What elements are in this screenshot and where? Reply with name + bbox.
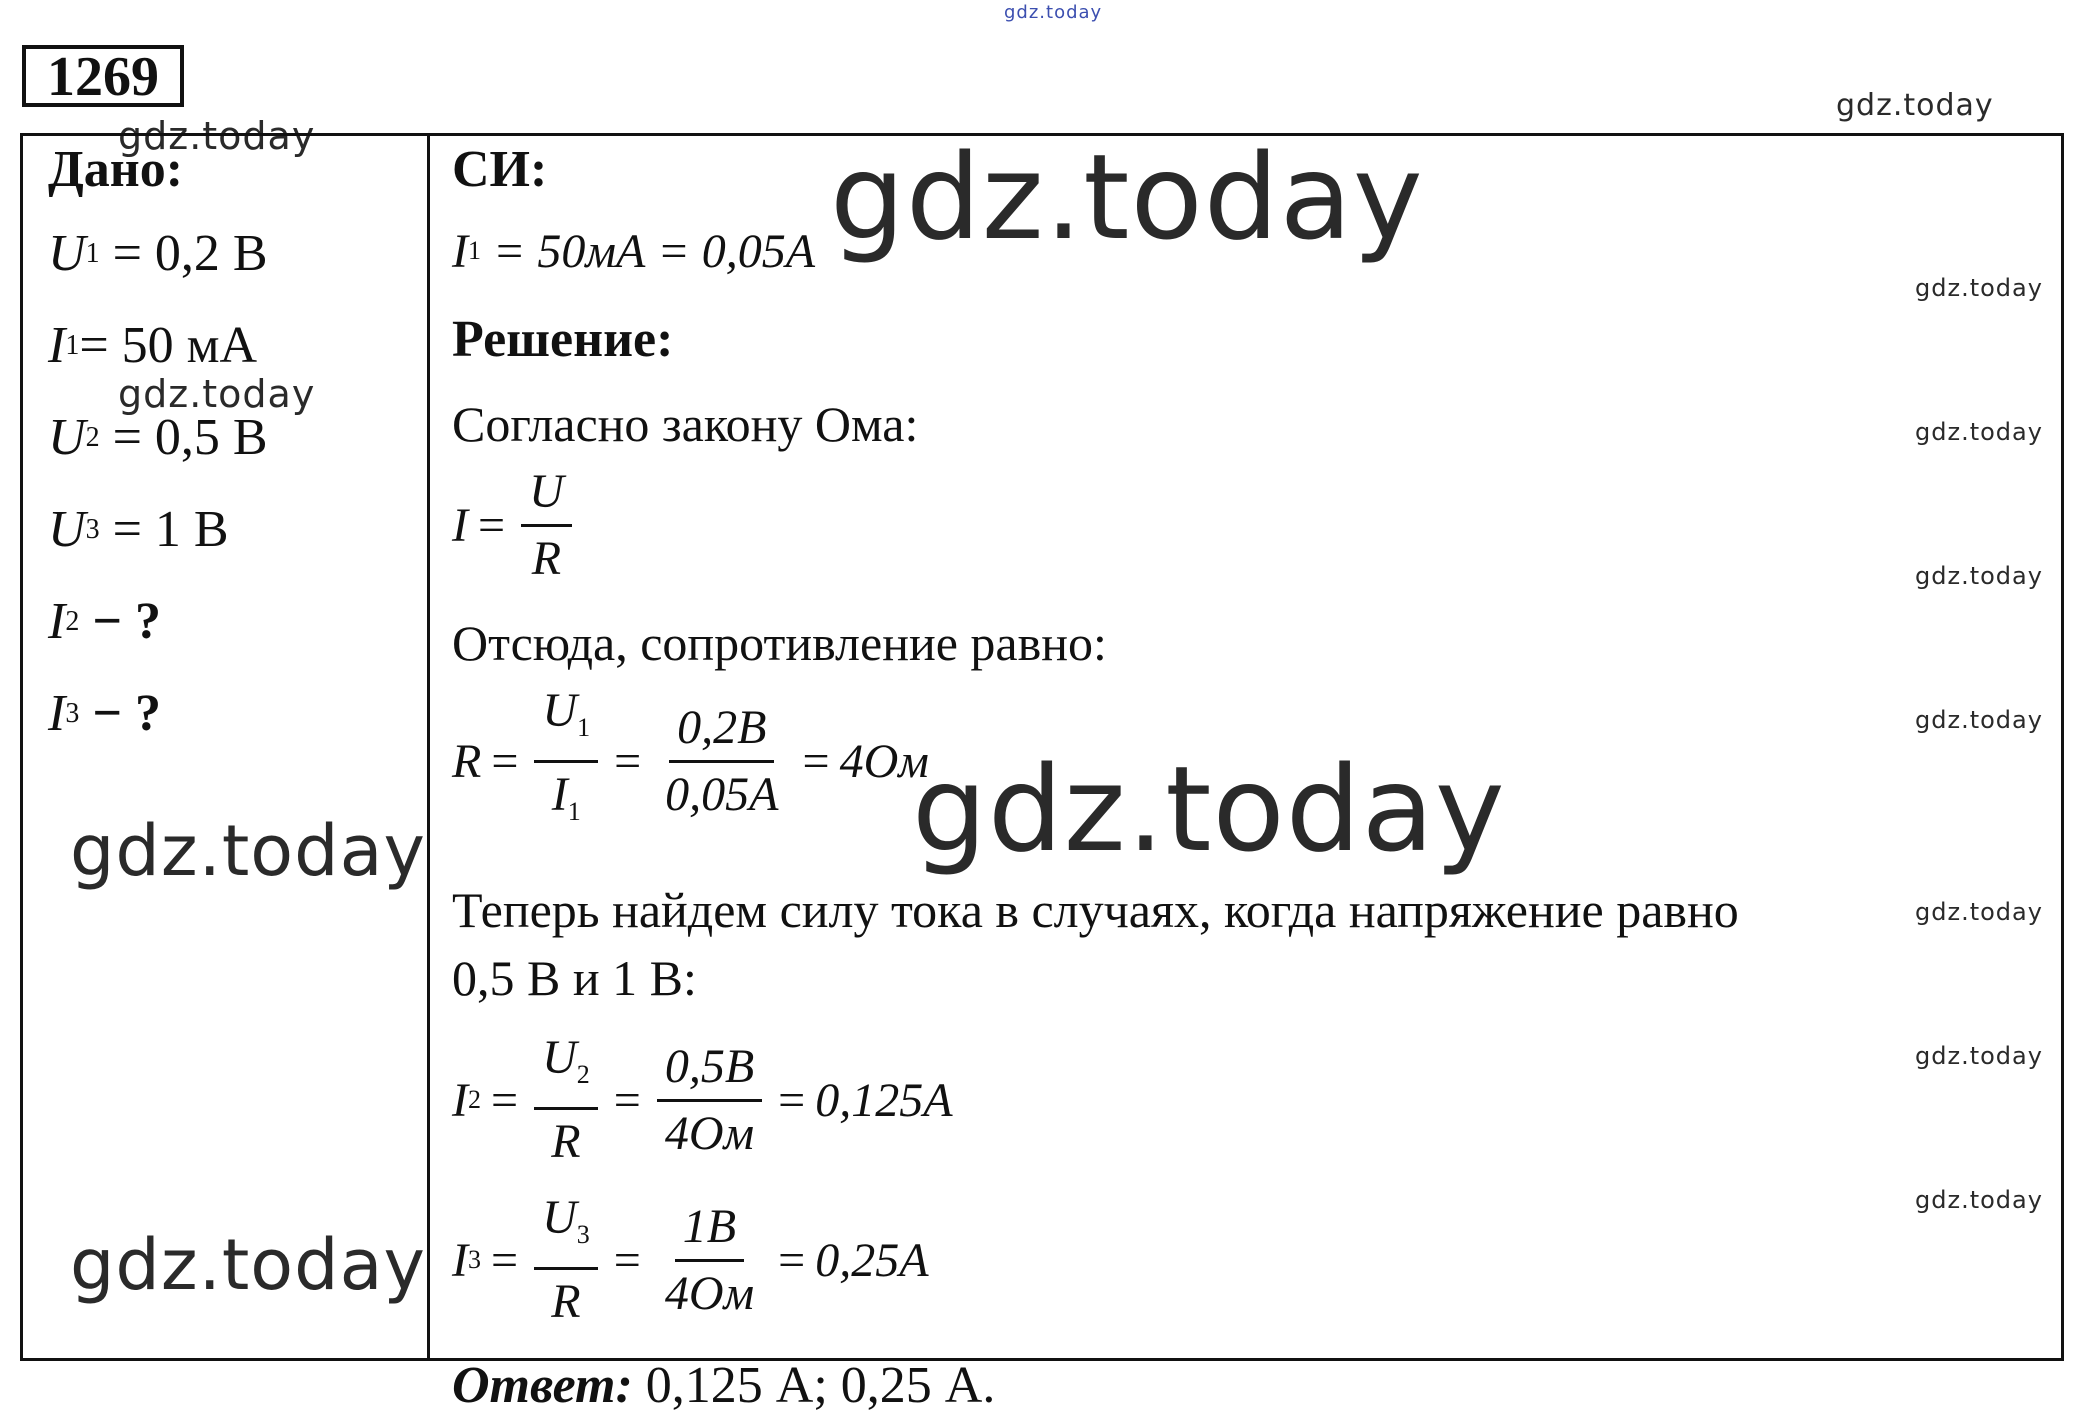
given-sub: 2 [85, 422, 100, 453]
formula-sub: 1 [467, 236, 481, 265]
given-value: = 50 мА [79, 317, 258, 374]
denominator [544, 763, 589, 842]
equals-sign: = [778, 1233, 806, 1287]
now-text-line-2: 0,5 В и 1 В: [452, 950, 697, 1006]
numerator-var: U [542, 684, 578, 737]
watermark: gdz.today [70, 810, 426, 892]
given-sub: 3 [65, 698, 80, 729]
numerator [534, 681, 598, 763]
equals-sign: = [490, 1233, 519, 1287]
watermark: gdz.today [1915, 898, 2043, 926]
given-unknown: − ? [79, 593, 161, 650]
current3-formula [452, 1188, 2012, 1332]
fraction [534, 1028, 598, 1172]
watermark: gdz.today [118, 114, 316, 158]
ohm-formula [452, 462, 2012, 589]
given-var: U [48, 409, 86, 466]
watermark: gdz.today [1004, 2, 1103, 23]
resistance-formula [452, 681, 2012, 842]
given-value: = 1 В [99, 501, 229, 558]
watermark: gdz.today [118, 372, 316, 416]
given-sub: 1 [85, 238, 100, 269]
watermark: gdz.today [1915, 274, 2043, 302]
numerator-sub: 1 [577, 713, 591, 742]
numerator [534, 1188, 598, 1270]
formula-lhs-sub: 3 [467, 1245, 481, 1274]
watermark: gdz.today [1915, 1186, 2043, 1214]
numerator-var: U [542, 1031, 577, 1084]
watermark: gdz.today [1915, 418, 2043, 446]
given-heading: Дано: [48, 141, 184, 198]
formula-lhs: R [452, 735, 482, 788]
given-line [48, 300, 418, 392]
given-line [48, 208, 418, 300]
formula-rest: = 50мА = 0,05А [480, 224, 816, 278]
formula-var: I [452, 224, 468, 278]
si-formula [452, 218, 2012, 284]
watermark: gdz.today [1915, 706, 2043, 734]
equals-sign: = [613, 1073, 641, 1127]
watermark: gdz.today [912, 740, 1506, 878]
numerator: 1В [675, 1197, 744, 1262]
watermark: gdz.today [1915, 562, 2043, 590]
formula-result: 4Ом [839, 735, 929, 788]
now-text-line-1: Теперь найдем силу тока в случаях, когда напряжение равно [452, 882, 1739, 938]
numerator-sub: 3 [576, 1220, 590, 1249]
fraction [657, 698, 786, 825]
equals-sign: = [491, 735, 519, 788]
problem-number: 1269 [22, 45, 184, 107]
denominator: 4Ом [664, 1266, 755, 1320]
given-var: I [48, 685, 66, 742]
equals-sign: = [490, 1073, 519, 1127]
given-line [48, 668, 418, 760]
given-sub: 2 [65, 606, 80, 637]
denominator-var: I [551, 768, 568, 821]
equals-sign: = [477, 499, 506, 552]
numerator: 0,2В [669, 698, 774, 763]
denominator: 4Ом [664, 1106, 755, 1160]
formula-lhs: I [452, 1073, 468, 1127]
numerator: U [521, 462, 572, 527]
denominator: R [551, 1115, 581, 1168]
denominator-sub: 1 [567, 797, 581, 826]
solution-heading: Решение: [452, 311, 674, 368]
watermark: gdz.today [70, 1224, 426, 1306]
solution-column [452, 140, 2012, 1418]
numerator [534, 1028, 598, 1110]
formula-lhs-sub: 2 [467, 1085, 481, 1114]
equals-sign: = [778, 1073, 806, 1127]
answer-value: 0,125 А; 0,25 А. [632, 1357, 996, 1414]
given-value: = 0,5 В [99, 409, 268, 466]
given-column [48, 140, 418, 760]
given-line [48, 484, 418, 576]
current2-formula [452, 1028, 2012, 1172]
formula-result: 0,25А [815, 1233, 929, 1287]
watermark: gdz.today [830, 128, 1424, 266]
given-value: = 0,2 В [99, 225, 268, 282]
fraction [534, 681, 598, 842]
watermark: gdz.today [1915, 1042, 2043, 1070]
column-divider [427, 133, 430, 1361]
given-line [48, 576, 418, 668]
equals-sign: = [613, 1233, 641, 1287]
given-sub: 3 [85, 514, 100, 545]
equals-sign: = [802, 735, 830, 788]
numerator-sub: 2 [576, 1060, 590, 1089]
numerator: 0,5В [657, 1037, 762, 1102]
given-var: I [48, 593, 66, 650]
ohm-text: Согласно закону Ома: [452, 396, 919, 452]
fraction [534, 1188, 598, 1332]
formula-lhs: I [452, 1233, 468, 1287]
given-unknown: − ? [79, 685, 161, 742]
resistance-text: Отсюда, сопротивление равно: [452, 615, 1107, 671]
si-heading: СИ: [452, 141, 548, 198]
given-line [48, 392, 418, 484]
denominator: R [531, 532, 562, 585]
denominator: 0,05А [665, 768, 779, 821]
watermark: gdz.today [1836, 88, 1994, 123]
fraction [657, 1197, 762, 1324]
fraction [657, 1037, 762, 1164]
formula-lhs: I [452, 499, 468, 552]
equals-sign: = [614, 735, 642, 788]
denominator: R [551, 1275, 581, 1328]
numerator-var: U [542, 1191, 577, 1244]
formula-result: 0,125А [815, 1073, 953, 1127]
answer-label: Ответ: [452, 1357, 633, 1414]
given-var: U [48, 225, 86, 282]
given-sub: 1 [65, 330, 80, 361]
given-var: U [48, 501, 86, 558]
given-var: I [48, 317, 66, 374]
fraction [521, 462, 572, 589]
answer-line [452, 1354, 2012, 1418]
